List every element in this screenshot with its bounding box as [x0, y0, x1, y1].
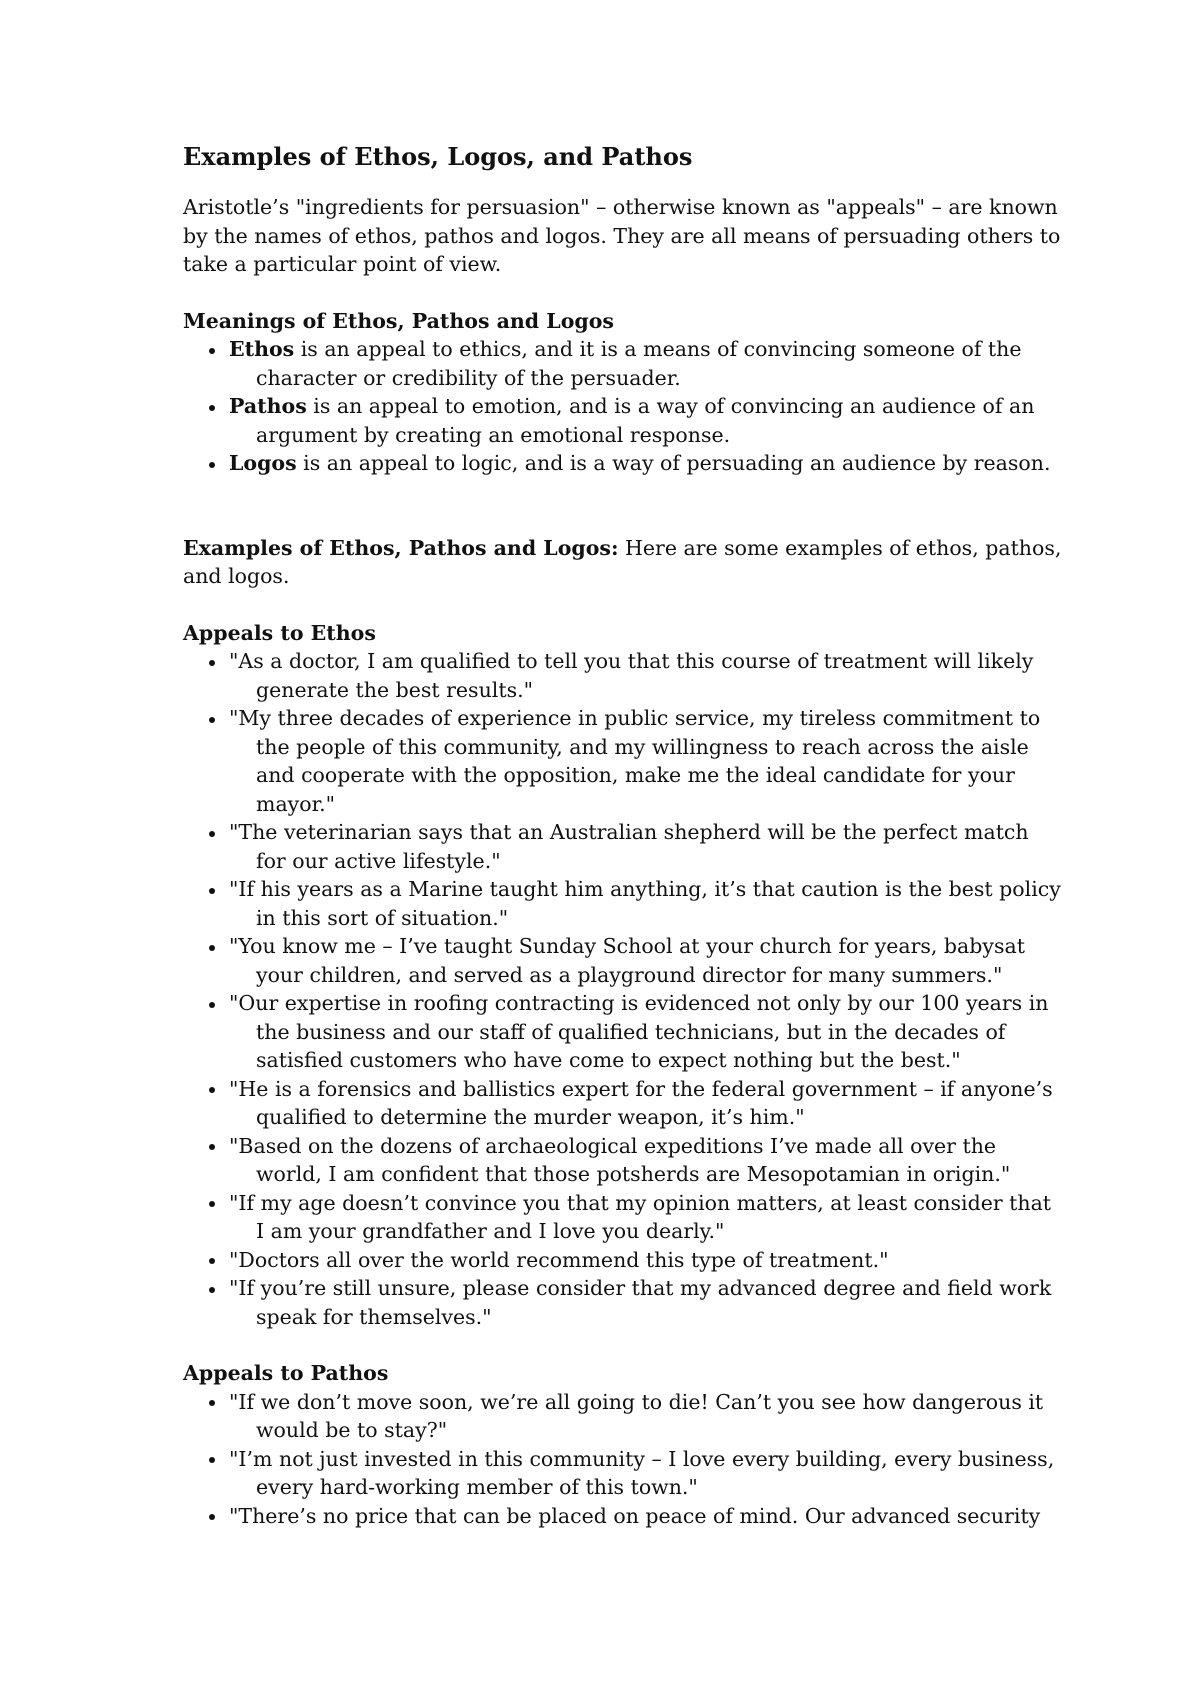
- bullet-icon: [206, 1445, 229, 1474]
- meanings-heading: Meanings of Ethos, Pathos and Logos: [183, 308, 614, 333]
- list-item: Ethos is an appeal to ethics, and it is a means of convincing someone of the character or credibility of the persuader.: [183, 335, 1063, 392]
- pathos-heading: Appeals to Pathos: [183, 1361, 389, 1385]
- examples-intro: Examples of Ethos, Pathos and Logos: Here are some examples of ethos, pathos, and logos.: [183, 535, 1062, 588]
- list-item: "If his years as a Marine taught him anything, it’s that caution is the best policy in this sort of situation.": [183, 875, 1063, 932]
- bullet-icon: [206, 989, 229, 1018]
- page-title: Examples of Ethos, Logos, and Pathos: [183, 142, 693, 171]
- bullet-icon: [206, 1502, 229, 1531]
- ethos-heading: Appeals to Ethos: [183, 620, 376, 645]
- list-item: Logos is an appeal to logic, and is a way of persuading an audience by reason.: [183, 449, 1063, 478]
- list-item: "I’m not just invested in this community – I love every building, every business, every hard-working member of this town.": [183, 1445, 1063, 1502]
- pathos-list: [183, 1388, 1063, 1531]
- bullet-icon: [206, 1246, 229, 1275]
- list-item: "You know me – I’ve taught Sunday School at your church for years, babysat your children, and served as a playground director for many summers.": [183, 932, 1063, 989]
- list-item: "If you’re still unsure, please consider that my advanced degree and field work speak for themselves.": [183, 1274, 1063, 1331]
- list-item: "There’s no price that can be placed on peace of mind. Our advanced security: [183, 1502, 1063, 1531]
- list-item: Pathos is an appeal to emotion, and is a way of convincing an audience of an argument by creating an emotional response.: [183, 392, 1063, 449]
- bullet-icon: [206, 818, 229, 847]
- bullet-icon: [206, 1132, 229, 1161]
- bullet-icon: [206, 704, 229, 733]
- bullet-icon: [206, 875, 229, 904]
- list-item: "If we don’t move soon, we’re all going to die! Can’t you see how dangerous it would be to stay?": [183, 1388, 1063, 1445]
- list-item: "Doctors all over the world recommend this type of treatment.": [183, 1246, 1063, 1275]
- list-item: "If my age doesn’t convince you that my opinion matters, at least consider that I am your grandfather and I love you dearly.": [183, 1189, 1063, 1246]
- bullet-icon: [206, 1274, 229, 1303]
- list-item: "My three decades of experience in public service, my tireless commitment to the people of this community, and my willingness to reach across the aisle and cooperate with the opposition, make me the ideal candidate for your mayor.": [183, 704, 1063, 818]
- bullet-icon: [206, 932, 229, 961]
- list-item: "The veterinarian says that an Australian shepherd will be the perfect match for our active lifestyle.": [183, 818, 1063, 875]
- bullet-icon: [206, 335, 229, 364]
- ethos-list: [183, 647, 1063, 1331]
- list-item: "Based on the dozens of archaeological expeditions I’ve made all over the world, I am confident that those potsherds are Mesopotamian in origin.": [183, 1132, 1063, 1189]
- document-page: [183, 140, 1063, 1530]
- list-item: "As a doctor, I am qualified to tell you that this course of treatment will likely generate the best results.": [183, 647, 1063, 704]
- intro-paragraph: Aristotle’s "ingredients for persuasion" – otherwise known as "appeals" – are known by the names of ethos, pathos and logos. They are all means of persuading others to take a particular point of view.: [183, 195, 1061, 276]
- list-item: "Our expertise in roofing contracting is evidenced not only by our 100 years in the business and our staff of qualified technicians, but in the decades of satisfied customers who have come to expect nothing but the best.": [183, 989, 1063, 1075]
- bullet-icon: [206, 647, 229, 676]
- bullet-icon: [206, 392, 229, 421]
- bullet-icon: [206, 1388, 229, 1417]
- bullet-icon: [206, 1075, 229, 1104]
- bullet-icon: [206, 1189, 229, 1218]
- list-item: "He is a forensics and ballistics expert for the federal government – if anyone’s qualified to determine the murder weapon, it’s him.": [183, 1075, 1063, 1132]
- meanings-list: [183, 335, 1063, 478]
- bullet-icon: [206, 449, 229, 478]
